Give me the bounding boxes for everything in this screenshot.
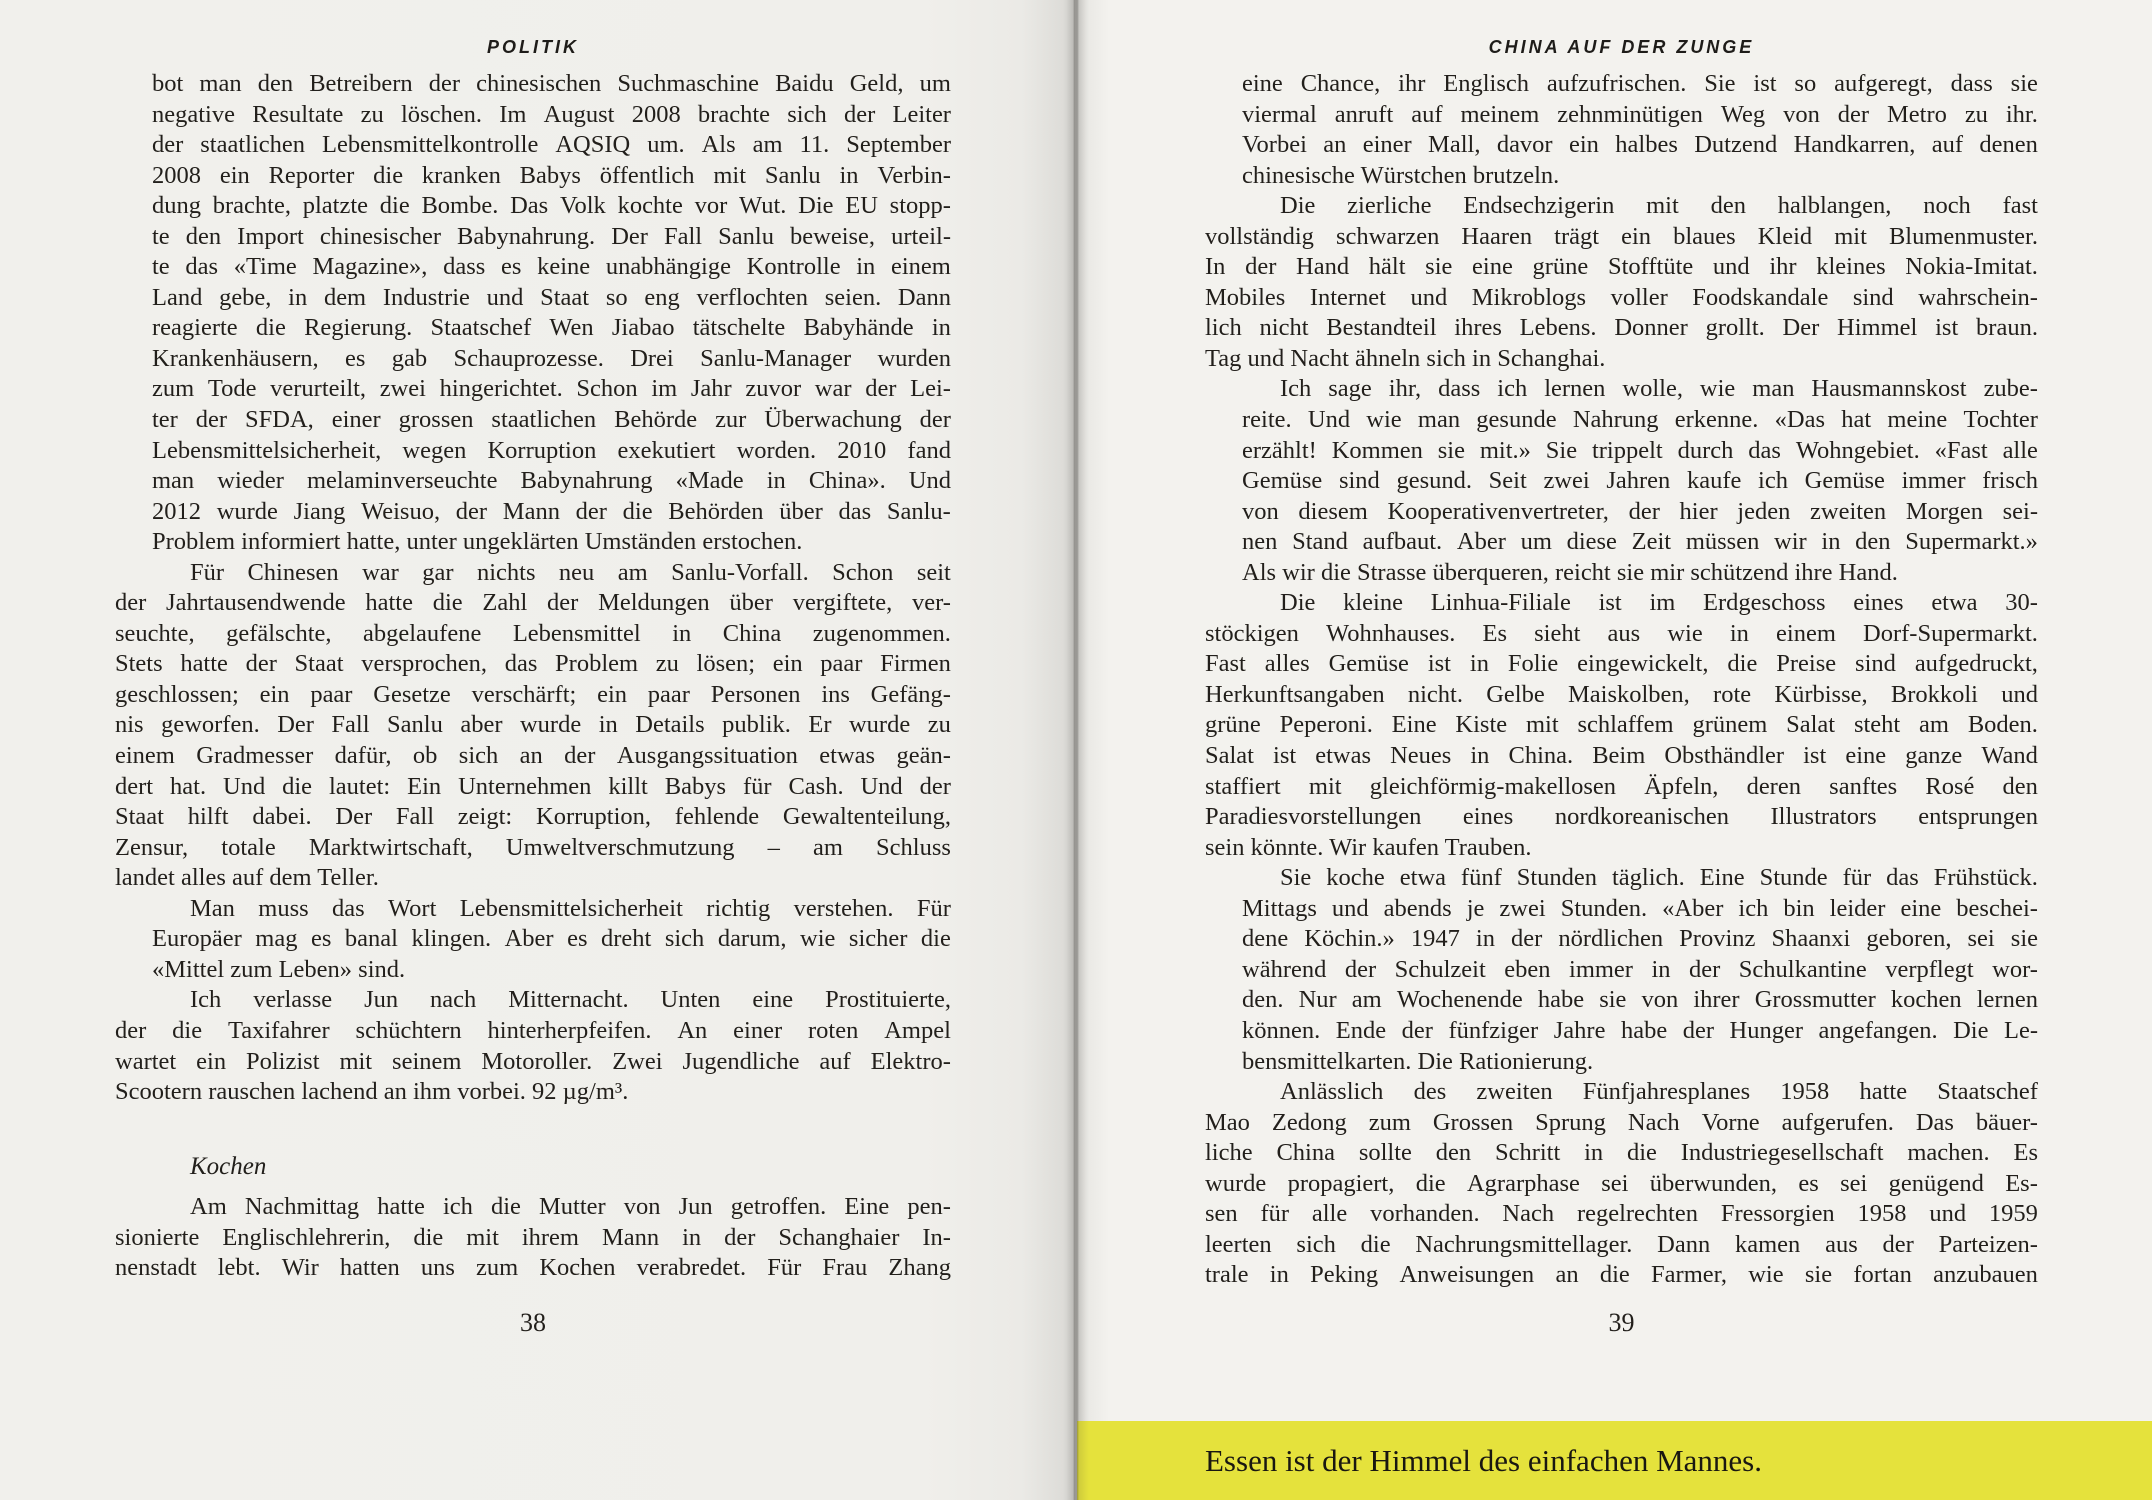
text-line: man wieder melaminverseuchte Babynahrung «Made in China». Und — [152, 467, 951, 495]
text-line: reite. Und wie man gesunde Nahrung erkenne. «Das hat meine Tochter — [1242, 406, 2038, 434]
text-line: einem Gradmesser dafür, ob sich an der Ausgangssituation etwas geän- — [115, 742, 951, 770]
text-line: negative Resultate zu löschen. Im August 2008 brachte sich der Leiter — [152, 100, 951, 128]
text-line: landet alles auf dem Teller. — [115, 864, 379, 892]
paragraph — [1242, 374, 2038, 588]
text-line: während der Schulzeit eben immer in der Schulkantine verpflegt wor- — [1242, 955, 2038, 983]
paragraph — [1205, 1077, 2038, 1291]
section-heading: Kochen — [190, 1152, 267, 1180]
text-line: liche China sollte den Schritt in die Industriegesellschaft machen. Es — [1205, 1139, 2038, 1167]
text-line: Am Nachmittag hatte ich die Mutter von Jun getroffen. Eine pen- — [190, 1193, 951, 1221]
text-line: viermal anruft auf meinem zehnminütigen Weg von der Metro zu ihr. — [1242, 100, 2038, 128]
text-line: Ich verlasse Jun nach Mitternacht. Unten eine Prostituierte, — [190, 986, 951, 1014]
text-line: Sie koche etwa fünf Stunden täglich. Eine Stunde für das Frühstück. — [1280, 864, 2038, 892]
text-line: erzählt! Kommen sie mit.» Sie trippelt durch das Wohngebiet. «Fast alle — [1242, 436, 2038, 464]
paragraph — [1242, 863, 2038, 1077]
text-line: der Jahrtausendwende hatte die Zahl der Meldungen über vergiftete, ver- — [115, 589, 951, 617]
text-line: Mao Zedong zum Grossen Sprung Nach Vorne aufgerufen. Das bäuer- — [1205, 1108, 2038, 1136]
text-line: sen für alle vorhanden. Nach regelrechten Fressorgien 1958 und 1959 — [1205, 1200, 2038, 1228]
text-line: von diesem Kooperativenvertreter, der hier jeden zweiten Morgen sei- — [1242, 497, 2038, 525]
page-number-right: 39 — [1608, 1308, 1635, 1337]
text-line: nis geworfen. Der Fall Sanlu aber wurde in Details publik. Er wurde zu — [115, 711, 951, 739]
right-page — [1077, 0, 2152, 1500]
text-line: Herkunftsangaben nicht. Gelbe Maiskolben, rote Kürbisse, Brokkoli und — [1205, 680, 2038, 708]
text-line: ter der SFDA, einer grossen staatlichen Behörde zur Überwachung der — [152, 406, 951, 434]
text-line: trale in Peking Anweisungen an die Farmer, wie sie fortan anzubauen — [1205, 1261, 2038, 1289]
paragraph — [152, 894, 951, 986]
text-line: vollständig schwarzen Haaren trägt ein blaues Kleid mit Blumenmuster. — [1205, 222, 2038, 250]
text-line: Gemüse sind gesund. Seit zwei Jahren kaufe ich Gemüse immer frisch — [1242, 467, 2038, 495]
text-line: 2012 wurde Jiang Weisuo, der Mann der die Behörden über das Sanlu- — [152, 497, 951, 525]
text-line: stöckigen Wohnhauses. Es sieht aus wie in einem Dorf-Supermarkt. — [1205, 619, 2038, 647]
text-line: Europäer mag es banal klingen. Aber es dreht sich darum, wie sicher die — [152, 925, 951, 953]
text-line: Salat ist etwas Neues in China. Beim Obsthändler ist eine ganze Wand — [1205, 742, 2038, 770]
text-line: dene Köchin.» 1947 in der nördlichen Provinz Shaanxi geboren, sei sie — [1242, 925, 2038, 953]
text-line: den. Nur am Wochenende habe sie von ihrer Grossmutter kochen lernen — [1242, 986, 2038, 1014]
text-line: sionierte Englischlehrerin, die mit ihrem Mann in der Schanghaier In- — [115, 1223, 951, 1251]
text-line: nen Stand aufbaut. Aber um diese Zeit müssen wir in den Supermarkt.» — [1242, 528, 2038, 556]
text-line: sein könnte. Wir kaufen Trauben. — [1205, 833, 1532, 861]
body-text-left — [115, 69, 951, 1284]
text-line: Staat hilft dabei. Der Fall zeigt: Korruption, fehlende Gewaltenteilung, — [115, 803, 951, 831]
text-line: Die kleine Linhua-Filiale ist im Erdgeschoss eines etwa 30- — [1280, 589, 2038, 617]
text-line: grüne Peperoni. Eine Kiste mit schlaffem grünem Salat steht am Boden. — [1205, 711, 2038, 739]
left-page — [0, 0, 1075, 1500]
paragraph — [115, 985, 951, 1107]
text-line: Für Chinesen war gar nichts neu am Sanlu-Vorfall. Schon seit — [190, 558, 951, 586]
text-line: Zensur, totale Marktwirtschaft, Umweltverschmutzung – am Schluss — [115, 833, 951, 861]
text-line: chinesische Würstchen brutzeln. — [1242, 161, 1560, 189]
text-line: dung brachte, platzte die Bombe. Das Volk kochte vor Wut. Die EU stopp- — [152, 192, 951, 220]
text-line: Fast alles Gemüse ist in Folie eingewickelt, die Preise sind aufgedruckt, — [1205, 650, 2038, 678]
text-line: der staatlichen Lebensmittelkontrolle AQSIQ um. Als am 11. September — [152, 131, 951, 159]
text-line: te das «Time Magazine», dass es keine unabhängige Kontrolle in einem — [152, 253, 951, 281]
text-line: Paradiesvorstellungen eines nordkoreanischen Illustrators entsprungen — [1205, 803, 2038, 831]
text-line: Anlässlich des zweiten Fünfjahresplanes 1958 hatte Staatschef — [1280, 1078, 2038, 1106]
text-line: dert hat. Und die lautet: Ein Unternehmen killt Babys für Cash. Und der — [115, 772, 951, 800]
text-line: reagierte die Regierung. Staatschef Wen Jiabao tätschelte Babyhände in — [152, 314, 951, 342]
text-line: können. Ende der fünfziger Jahre habe der Hunger angefangen. Die Le- — [1242, 1016, 2038, 1044]
text-line: lich nicht Bestandteil ihres Lebens. Donner grollt. Der Himmel ist braun. — [1205, 314, 2038, 342]
text-line: zum Tode verurteilt, zwei hingerichtet. Schon im Jahr zuvor war der Lei- — [152, 375, 951, 403]
running-head-right: CHINA AUF DER ZUNGE — [1488, 37, 1755, 57]
text-line: leerten sich die Nachrungsmittellager. Dann kamen aus der Parteizen- — [1205, 1230, 2038, 1258]
text-line: Stets hatte der Staat versprochen, das Problem zu lösen; ein paar Firmen — [115, 650, 951, 678]
text-line: In der Hand hält sie eine grüne Stofftüte und ihr kleines Nokia-Imitat. — [1205, 253, 2038, 281]
text-line: staffiert mit gleichförmig-makellosen Äpfeln, deren sanftes Rosé den — [1205, 772, 2038, 800]
body-text-right — [1205, 69, 2038, 1291]
text-line: Man muss das Wort Lebensmittelsicherheit richtig verstehen. Für — [190, 894, 951, 922]
text-line: bot man den Betreibern der chinesischen Suchmaschine Baidu Geld, um — [152, 70, 951, 97]
paragraph — [1205, 588, 2038, 863]
text-line: Problem informiert hatte, unter ungeklärten Umständen erstochen. — [152, 528, 803, 556]
paragraph — [1205, 191, 2038, 374]
quote-banner — [1077, 1421, 2152, 1500]
text-line: «Mittel zum Leben» sind. — [152, 955, 406, 983]
text-line: Mobiles Internet und Mikroblogs voller Foodskandale sind wahrschein- — [1205, 283, 2038, 311]
text-line: Krankenhäusern, es gab Schauprozesse. Drei Sanlu-Manager wurden — [152, 344, 951, 372]
paragraph — [115, 1192, 951, 1284]
paragraph — [1242, 69, 2038, 191]
text-line: Als wir die Strasse überqueren, reicht sie mir schützend ihre Hand. — [1242, 558, 1898, 586]
text-line: nenstadt lebt. Wir hatten uns zum Kochen verabredet. Für Frau Zhang — [115, 1254, 951, 1282]
paragraph — [152, 69, 951, 558]
text-line: Mittags und abends je zwei Stunden. «Aber ich bin leider eine beschei- — [1242, 894, 2038, 922]
text-line: wurde propagiert, die Agrarphase sei überwunden, es sei genügend Es- — [1205, 1169, 2038, 1197]
text-line: Lebensmittelsicherheit, wegen Korruption exekutiert worden. 2010 fand — [152, 436, 951, 464]
text-line: Scootern rauschen lachend an ihm vorbei. 92 µg/m³. — [115, 1078, 629, 1106]
text-line: Land gebe, in dem Industrie und Staat so eng verflochten seien. Dann — [152, 283, 951, 311]
text-line: geschlossen; ein paar Gesetze verschärft; ein paar Personen ins Gefäng- — [115, 680, 951, 708]
text-line: te den Import chinesischer Babynahrung. Der Fall Sanlu beweise, urteil- — [152, 222, 951, 250]
text-line: der die Taxifahrer schüchtern hinterherpfeifen. An einer roten Ampel — [115, 1016, 951, 1044]
text-line: eine Chance, ihr Englisch aufzufrischen. Sie ist so aufgeregt, dass sie — [1242, 70, 2038, 97]
text-line: Ich sage ihr, dass ich lernen wolle, wie man Hausmannskost zube- — [1280, 375, 2038, 403]
text-line: 2008 ein Reporter die kranken Babys öffentlich mit Sanlu in Verbin- — [152, 161, 951, 189]
text-line: wartet ein Polizist mit seinem Motoroller. Zwei Jugendliche auf Elektro- — [115, 1047, 951, 1075]
text-line: Vorbei an einer Mall, davor ein halbes Dutzend Handkarren, auf denen — [1242, 131, 2038, 159]
text-line: Tag und Nacht ähneln sich in Schanghai. — [1205, 344, 1606, 372]
running-head-left: POLITIK — [487, 37, 579, 57]
quote-text: Essen ist der Himmel des einfachen Mannes. — [1205, 1443, 1762, 1478]
text-line: bensmittelkarten. Die Rationierung. — [1242, 1047, 1594, 1075]
paragraph — [115, 558, 951, 894]
page-number-left: 38 — [520, 1308, 546, 1337]
text-line: Die zierliche Endsechzigerin mit den halblangen, noch fast — [1280, 192, 2038, 220]
text-line: seuchte, gefälschte, abgelaufene Lebensmittel in China zugenommen. — [115, 619, 951, 647]
